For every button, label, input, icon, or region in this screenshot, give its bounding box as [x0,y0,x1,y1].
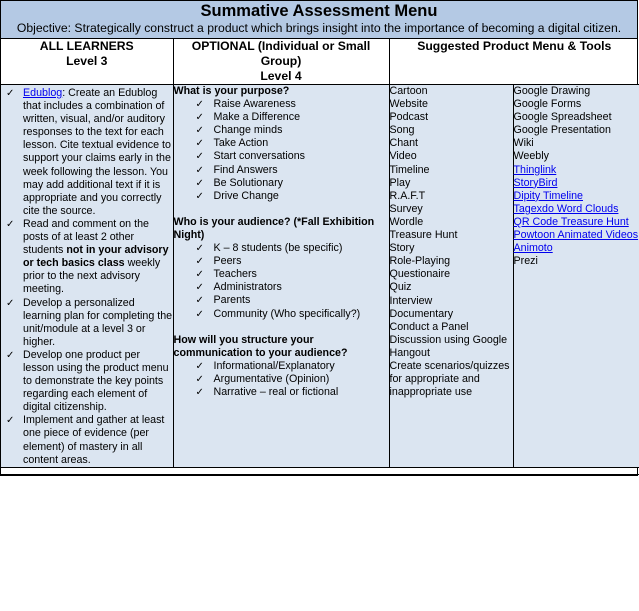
option-label: Change minds [213,124,283,137]
option-label: Drive Change [213,189,279,202]
option-label: Find Answers [213,163,278,176]
checkmark-icon: ✓ [195,99,204,111]
option-item [174,164,389,177]
checkmark-icon: ✓ [195,360,204,372]
product-item: Timeline [389,163,430,176]
option-item [174,308,389,321]
checkmark-icon: ✓ [195,308,204,320]
checkmark-icon: ✓ [195,112,204,124]
option-label: Be Solutionary [213,176,284,189]
suggested-header [389,39,639,85]
tool-link[interactable]: StoryBird [513,176,558,189]
tool-item [514,164,639,177]
product-item: Role-Playing [389,255,451,268]
section-gap [174,203,389,216]
all-learners-item [1,87,173,218]
checkmark-icon: ✓ [195,386,204,398]
checkmark-icon: ✓ [6,297,15,309]
option-label: Peers [213,255,242,268]
tool-item: Google Spreadsheet [513,111,612,124]
tools-cell [513,85,639,468]
suggested-title: Suggested Product Menu & Tools [417,39,612,53]
checkmark-icon: ✓ [195,243,204,255]
option-item [174,190,389,203]
tool-link[interactable]: Tagexdo Word Clouds [513,202,619,215]
optional-header [173,39,389,85]
tool-item [514,203,639,216]
tool-link[interactable]: Thinglink [513,163,557,176]
item-text: Develop a personalized learning plan for completing the unit/module at a level 3 or higher. [23,296,173,348]
option-label: Teachers [213,268,257,281]
all-learners-cell [1,85,173,468]
tool-link[interactable]: Animoto [513,242,553,255]
checkmark-icon: ✓ [195,256,204,268]
footer-row [1,467,639,474]
option-item [174,124,389,137]
product-item: Survey [389,202,423,215]
tool-list [514,85,639,268]
option-label: Parents [213,294,251,307]
all-learners-item [1,349,173,414]
option-label: Community (Who specifically?) [213,307,361,320]
optional-sections [174,85,389,399]
optional-cell [173,85,389,468]
option-label: Argumentative (Opinion) [213,372,330,385]
option-label: Make a Difference [213,111,301,124]
option-item [174,111,389,124]
product-item: Chant [389,137,419,150]
page-title: Summative Assessment Menu [200,2,438,20]
product-item: Cartoon [389,85,428,97]
header-banner [1,1,637,39]
checkmark-icon: ✓ [6,218,15,230]
checkmark-icon: ✓ [195,138,204,150]
option-item [174,386,389,399]
product-item: Video [389,150,417,163]
option-item [174,268,389,281]
checkmark-icon: ✓ [195,269,204,281]
checkmark-icon: ✓ [195,190,204,202]
product-item: Conduct a Panel Discussion using Google Hangout [389,320,508,359]
option-label: Start conversations [213,150,305,163]
option-item [174,98,389,111]
option-item [174,150,389,163]
tool-item: Weebly [513,150,549,163]
tool-item: Google Drawing [513,85,591,97]
item-text: Implement and gather at least one piece of evidence (per element) of mastery in all content areas. [23,414,165,466]
checkmark-icon: ✓ [195,177,204,189]
option-label: Narrative – real or fictional [213,385,339,398]
option-label: K – 8 students (be specific) [213,242,343,255]
products-cell [389,85,513,468]
checkmark-icon: ✓ [195,151,204,163]
checkmark-icon: ✓ [6,88,15,99]
checkmark-icon: ✓ [6,349,15,361]
tool-item: Prezi [513,255,538,268]
checkmark-icon: ✓ [195,125,204,137]
option-label: Raise Awareness [213,98,296,111]
section-question: How will you structure your communication to your audience? [173,333,348,359]
option-item [174,360,389,373]
product-item: Wordle [389,215,424,228]
all-learners-item [1,218,173,297]
tool-item: Wiki [513,137,534,150]
section-options [174,242,389,321]
checkmark-icon: ✓ [195,373,204,385]
option-label: Take Action [213,137,269,150]
checkmark-icon: ✓ [195,282,204,294]
product-item: Treasure Hunt [389,229,458,242]
section-options [174,98,389,203]
product-item: Story [389,242,415,255]
optional-title: OPTIONAL (Individual or Small Group) [191,39,371,68]
product-item: R.A.F.T [389,189,426,202]
option-label: Informational/Explanatory [213,359,335,372]
tool-link[interactable]: Powtoon Animated Videos [513,229,639,242]
checkmark-icon: ✓ [195,295,204,307]
option-item [174,242,389,255]
option-item [174,177,389,190]
option-item [174,294,389,307]
product-item: Questionaire [389,268,451,281]
item-text: Develop one product per lesson using the product menu to demonstrate the key points regarding each element of digital citizenship. [23,348,169,414]
menu-grid [1,39,639,475]
tool-item: Google Forms [513,98,582,111]
option-item [174,373,389,386]
checkmark-icon: ✓ [6,415,15,427]
tool-link[interactable]: QR Code Treasure Hunt [513,215,629,228]
all-learners-header [1,39,173,85]
item-emphasis: not in your advisory or tech basics class [23,244,169,270]
all-learners-level: Level 3 [66,54,108,68]
product-list [390,85,513,399]
product-item: Play [389,176,411,189]
tool-item [514,229,639,242]
option-item [174,255,389,268]
tool-link[interactable]: Dipity Timeline [513,189,583,202]
tool-item: Google Presentation [513,124,611,137]
objective-text: Objective: Strategically construct a product which brings insight into the importance of becoming a digital citizen. [16,21,622,35]
product-item: Podcast [389,111,429,124]
item-text: weekly prior to the next advisory meeting. [23,257,161,296]
tool-item [514,216,639,229]
section-question: Who is your audience? (*Fall Exhibition Night) [173,215,375,241]
edublog-link[interactable]: Edublog [23,87,63,99]
tool-item [514,190,639,203]
product-item: Quiz [389,281,412,294]
section-gap [174,321,389,334]
product-item: Song [389,124,415,137]
tool-item [514,242,639,255]
all-learners-item [1,414,173,466]
option-item [174,281,389,294]
optional-level: Level 4 [260,69,302,83]
checkmark-icon: ✓ [195,164,204,176]
item-text: : Create an Edublog that includes a combination of written, visual, and/or auditory responses to the text for each lesson. Cite textual evidence to support your claims early in the week following the lesson. You may add additional text if it is appropriate and you correctly cite the source. [23,87,171,217]
section-options [174,360,389,399]
section-question: What is your purpose? [173,85,290,97]
all-learners-title: ALL LEARNERS [39,39,134,53]
item-text: Read and comment on the posts of at least 2 other students [23,217,149,257]
option-label: Administrators [213,281,282,294]
tool-item [514,177,639,190]
product-item: Documentary [389,307,454,320]
option-item [174,137,389,150]
product-item: Website [389,98,428,111]
product-item: Create scenarios/quizzes for appropriate and inappropriate use [389,359,510,399]
product-item: Interview [389,294,433,307]
all-learners-item [1,297,173,349]
all-learners-list [1,87,173,467]
